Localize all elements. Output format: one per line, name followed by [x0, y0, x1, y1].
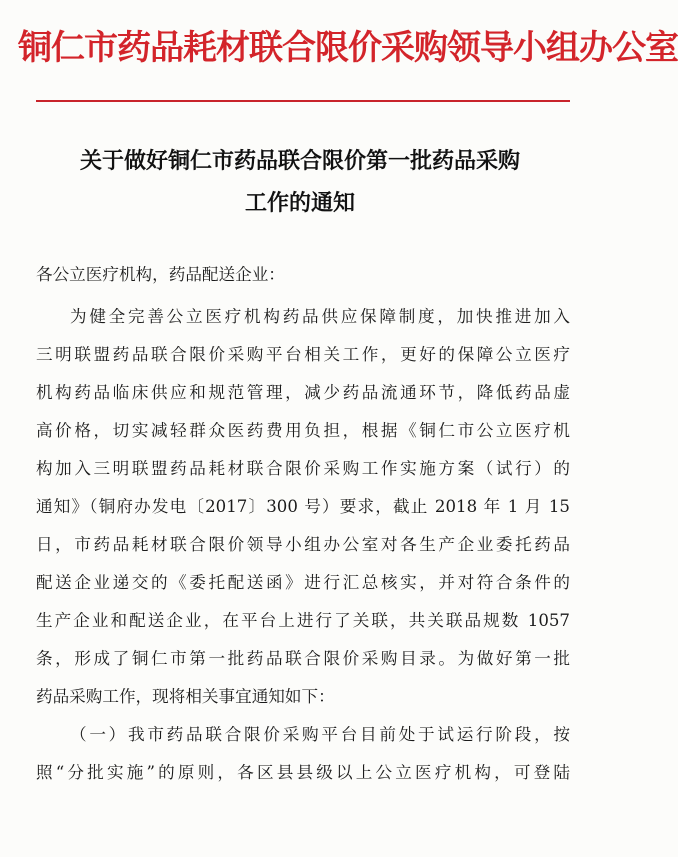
document-title-line-1: 关于做好铜仁市药品联合限价第一批药品采购 — [79, 149, 520, 174]
body-line: 日，市药品耗材联合限价领导小组办公室对各生产企业委托药品 — [36, 535, 570, 554]
body-line: 配送企业递交的《委托配送函》进行汇总核实，并对符合条件的 — [36, 573, 570, 592]
issuing-office-header: 铜仁市药品耗材联合限价采购领导小组办公室 — [18, 28, 678, 68]
body-line: 照“分批实施”的原则，各区县县级以上公立医疗机构，可登陆 — [36, 763, 570, 782]
body-line: （一）我市药品联合限价采购平台目前处于试运行阶段，按 — [70, 725, 570, 744]
salutation: 各公立医疗机构，药品配送企业： — [36, 265, 285, 284]
body-line: 药品采购工作，现将相关事宜通知如下： — [36, 687, 335, 706]
body-line: 高价格，切实减轻群众医药费用负担，根据《铜仁市公立医疗机 — [36, 421, 570, 440]
body-line: 生产企业和配送企业，在平台上进行了关联，共关联品规数 1057 — [36, 611, 570, 630]
body-line: 机构药品临床供应和规范管理，减少药品流通环节，降低药品虚 — [36, 383, 570, 402]
document-title-line-2: 工作的通知 — [244, 191, 355, 216]
body-line: 通知》（铜府办发电〔2017〕300 号）要求，截止 2018 年 1 月 15 — [36, 497, 570, 516]
red-header-rule — [36, 100, 570, 102]
body-line: 为健全完善公立医疗机构药品供应保障制度，加快推进加入 — [70, 307, 570, 326]
body-line: 构加入三明联盟药品耗材联合限价采购工作实施方案（试行）的 — [36, 459, 570, 478]
body-line: 条，形成了铜仁市第一批药品联合限价采购目录。为做好第一批 — [36, 649, 570, 668]
body-line: 三明联盟药品联合限价采购平台相关工作，更好的保障公立医疗 — [36, 345, 570, 364]
